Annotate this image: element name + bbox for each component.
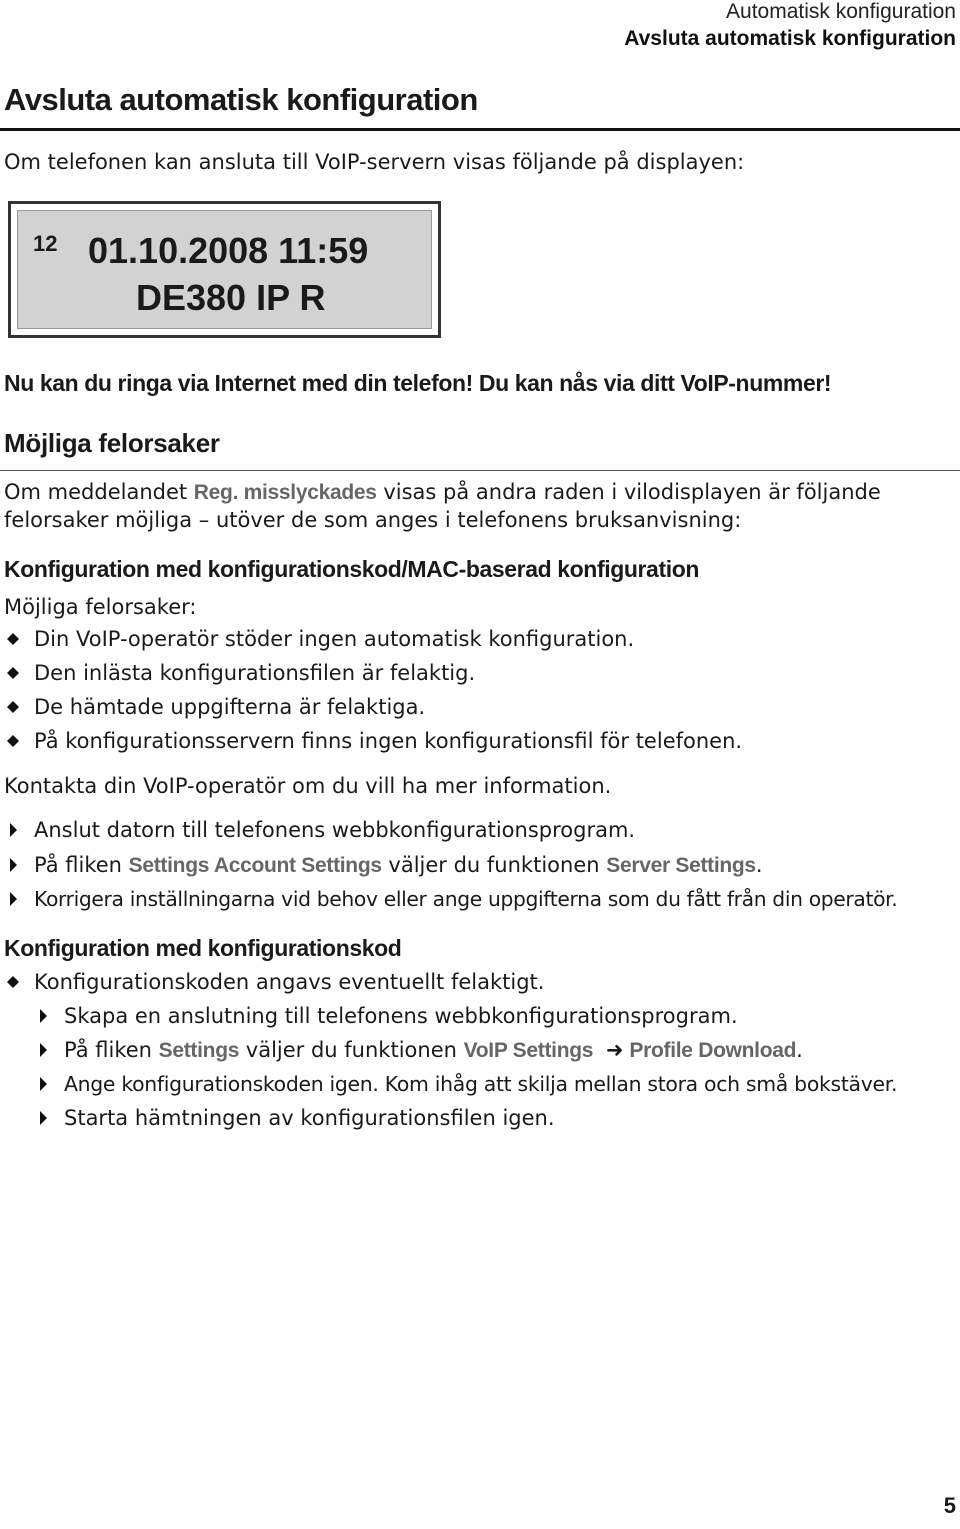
page-title: Avsluta automatisk konfiguration [4, 82, 478, 117]
contact-text: Kontakta din VoIP-operatör om du vill ha mer information. [4, 774, 612, 798]
keyword-settings: Settings [158, 1039, 240, 1062]
arrow-right-icon: ➜ [605, 1038, 624, 1062]
triangle-bullet-icon [4, 851, 22, 879]
section2-heading: Konfiguration med konfigurationskod [4, 935, 402, 961]
running-header-chapter: Automatisk konfiguration [726, 0, 956, 23]
display-datetime: 01.10.2008 11:59 [88, 230, 369, 271]
diamond-bullet-icon [4, 659, 22, 687]
causes-intro-line2: felorsaker möjliga – utöver de som anges i telefonens bruksanvisning: [4, 508, 742, 532]
triangle-bullet-icon [34, 1070, 52, 1098]
success-text: Nu kan du ringa via Internet med din telefon! Du kan nås via ditt VoIP-nummer! [4, 370, 832, 396]
keyword-profile-download: Profile Download [629, 1039, 797, 1062]
running-header-section: Avsluta automatisk konfiguration [624, 27, 956, 50]
keyword-reg-failed: Reg. misslyckades [193, 481, 377, 504]
diamond-bullet-icon [4, 968, 22, 996]
causes-rule [0, 470, 960, 471]
triangle-bullet-icon [4, 816, 22, 844]
triangle-bullet-icon [4, 885, 22, 913]
display-name: DE380 IP R [136, 277, 326, 318]
running-header [624, 0, 956, 54]
section1-label: Möjliga felorsaker: [4, 595, 197, 619]
causes-intro-line1: Om meddelandet Reg. misslyckades visas på andra raden i vilodisplayen är följande [4, 480, 881, 504]
keyword-account-settings: Settings Account Settings [128, 854, 382, 877]
causes-heading: Möjliga felorsaker [4, 428, 220, 458]
page-number: 5 [943, 1493, 956, 1518]
diamond-bullet-icon [4, 693, 22, 721]
phone-display [8, 201, 441, 338]
section1-heading: Konfiguration med konfigurationskod/MAC-baserad konfiguration [4, 556, 699, 582]
display-number: 12 [33, 231, 58, 256]
diamond-bullet-icon [4, 727, 22, 755]
triangle-bullet-icon [34, 1036, 52, 1064]
triangle-bullet-icon [34, 1104, 52, 1132]
diamond-bullet-icon [4, 625, 22, 653]
phone-display-screen [17, 210, 432, 329]
triangle-bullet-icon [34, 1002, 52, 1030]
title-rule [0, 128, 960, 131]
keyword-server-settings: Server Settings [606, 854, 756, 877]
keyword-voip-settings: VoIP Settings [463, 1039, 594, 1062]
intro-text: Om telefonen kan ansluta till VoIP-servern visas följande på displayen: [4, 150, 745, 174]
